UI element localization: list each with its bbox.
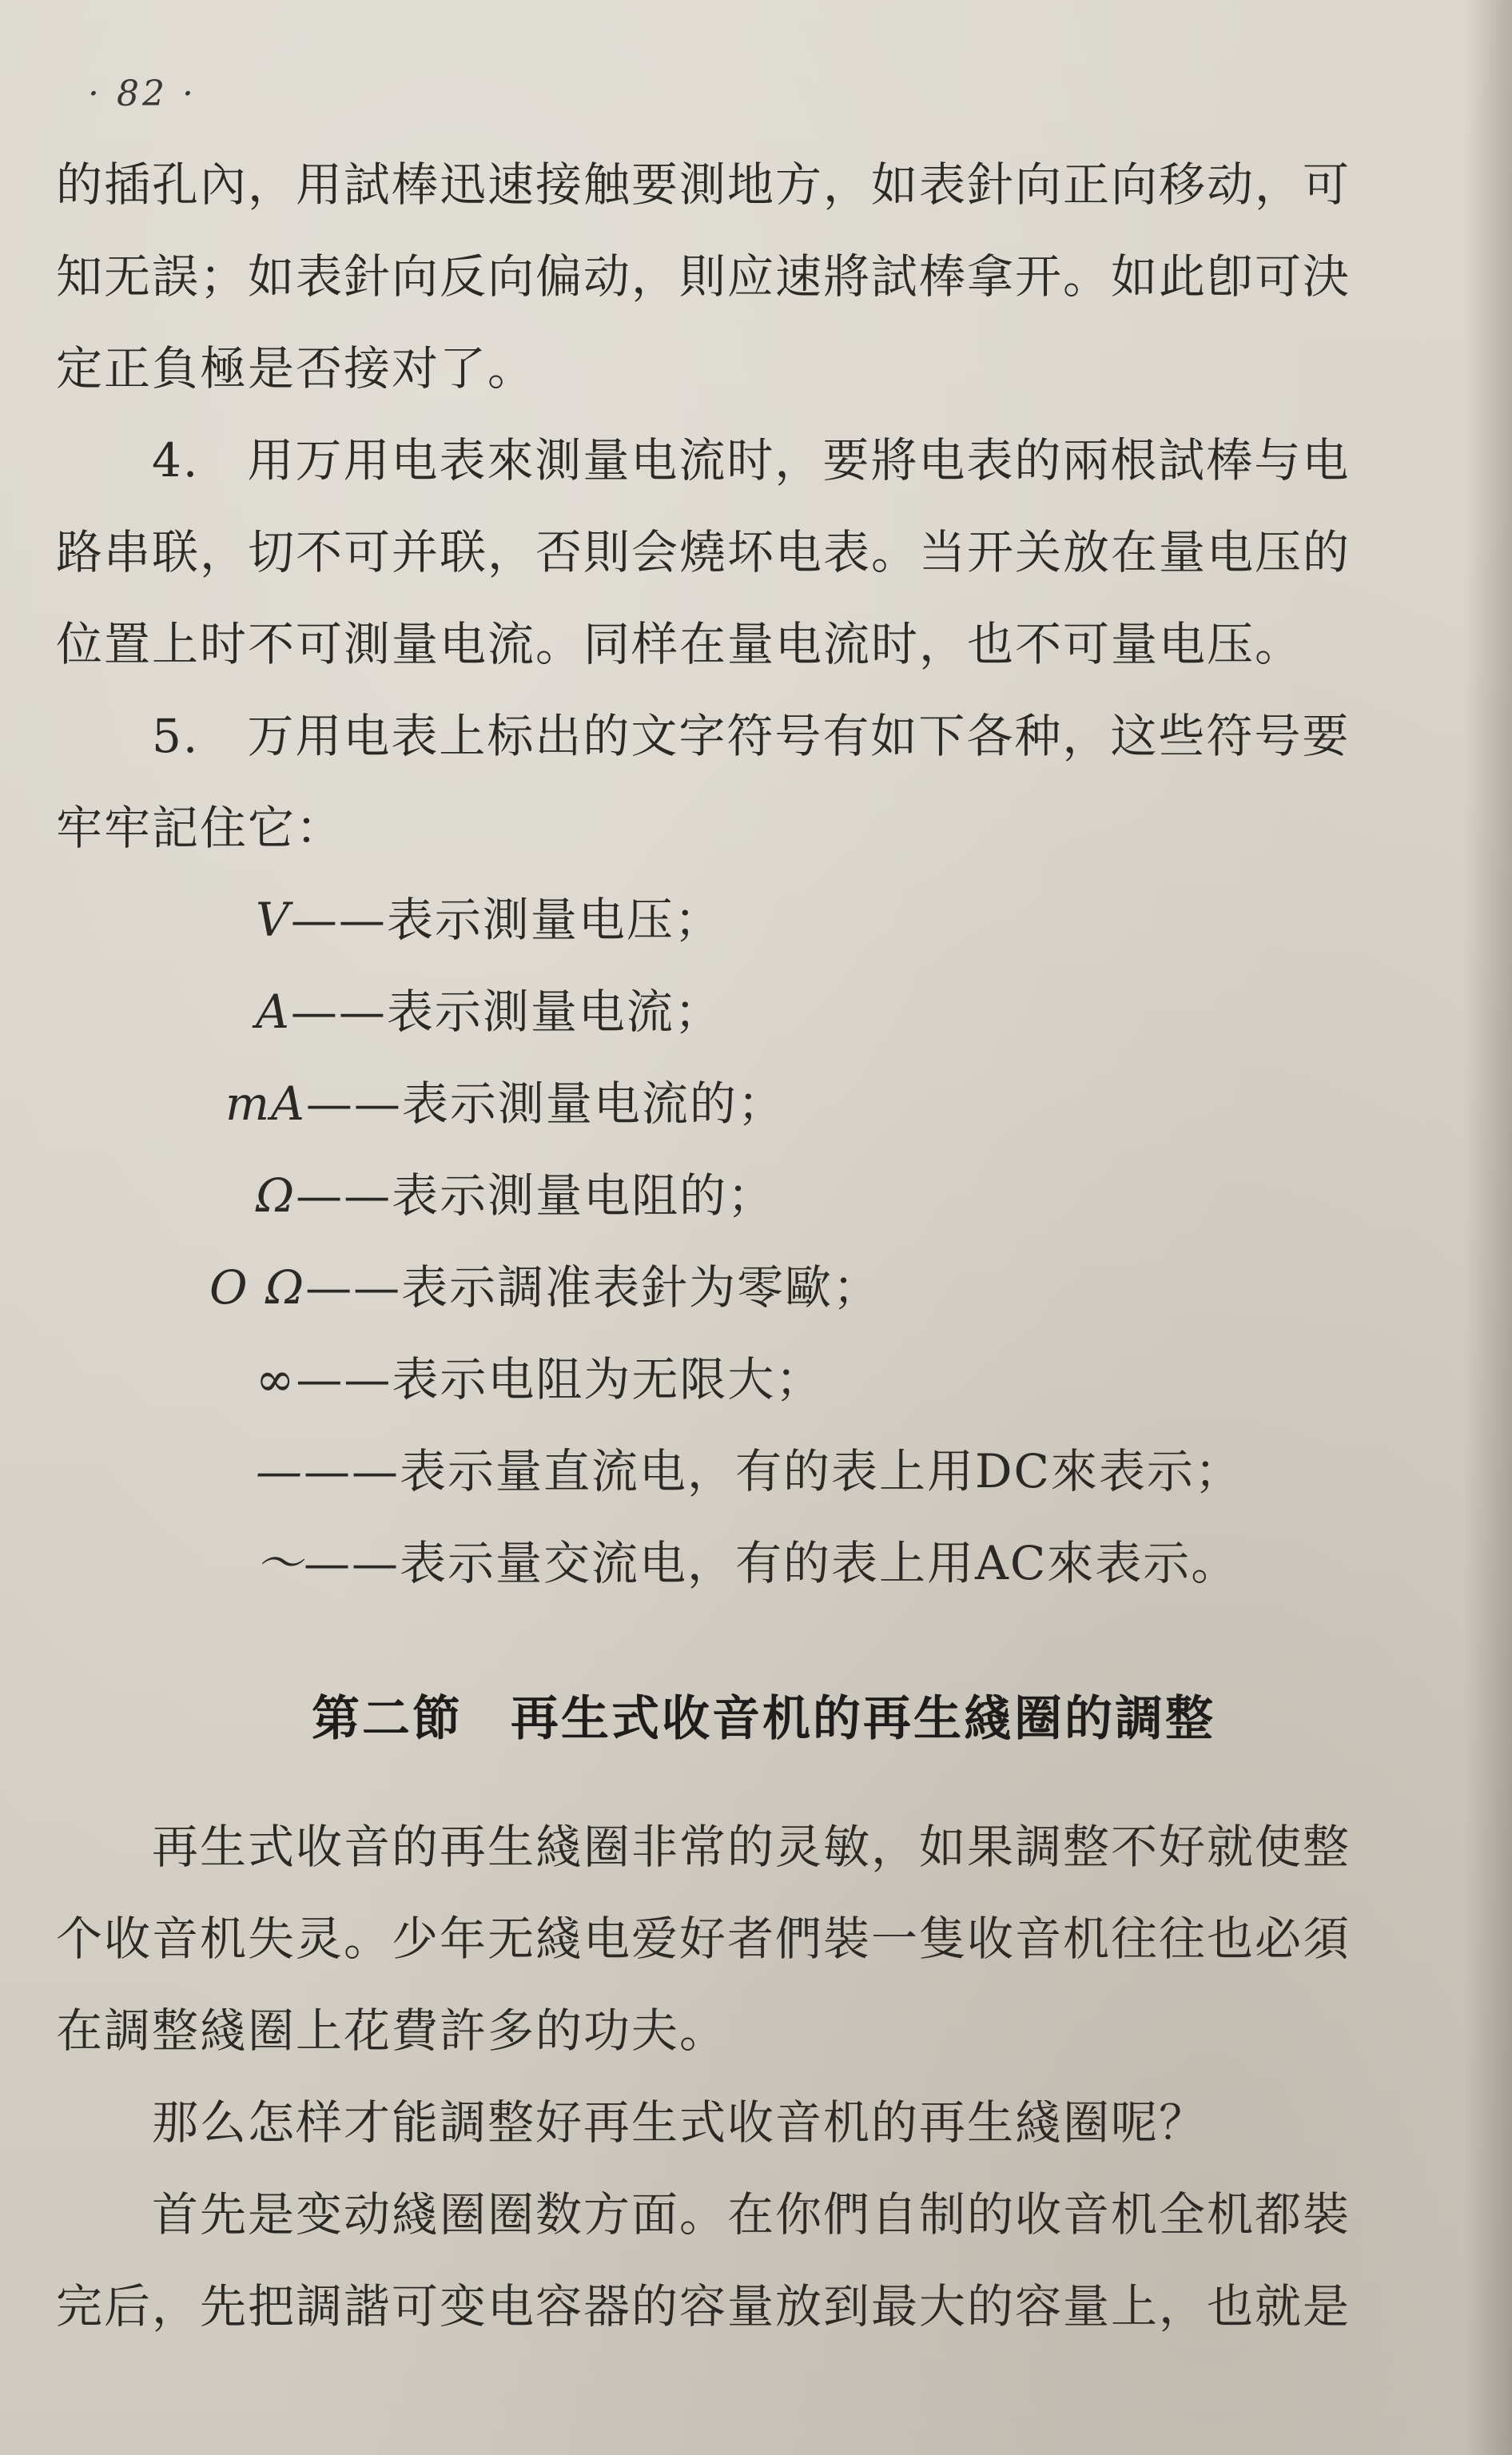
symbol-description: ——表示电阻为无限大； — [296, 1352, 824, 1407]
item-5-line: 5. 万用电表上标出的文字符号有如下各种，这些符号要 — [152, 709, 1351, 763]
symbol-description: ——表示測量电流的； — [305, 1076, 786, 1131]
page-number: · 82 · — [88, 74, 197, 114]
symbol: ∞ — [256, 1352, 296, 1407]
symbol: — — [256, 1444, 304, 1498]
body-line: 首先是变动綫圈圈数方面。在你們自制的收音机全机都裝 — [152, 2187, 1351, 2242]
symbol-entry-a — [256, 983, 722, 1040]
text-line: 定正負極是否接对了。 — [56, 341, 536, 396]
symbol-description: ——表示測量电压； — [290, 893, 722, 947]
symbol: O Ω — [209, 1260, 306, 1315]
symbol-entry-ac — [256, 1534, 1239, 1592]
symbol: Ω — [256, 1168, 296, 1223]
item-5-line: 牢牢記住它： — [56, 801, 344, 855]
page-edge-shadow — [1464, 0, 1512, 2455]
item-4-line: 位置上时不可測量电流。同样在量电流时，也不可量电压。 — [56, 617, 1303, 671]
symbol-description: ——表示測量电流； — [290, 985, 722, 1039]
body-line: 在調整綫圈上花費許多的功夫。 — [56, 2003, 728, 2058]
symbol-description: ——表示量直流电，有的表上用DC來表示； — [304, 1444, 1243, 1498]
symbol-description: ——表示測量电阻的； — [296, 1168, 776, 1223]
symbol-description: ——表示調准表針为零歐； — [305, 1260, 881, 1315]
body-line: 完后，先把調諧可变电容器的容量放到最大的容量上，也就是 — [56, 2279, 1351, 2334]
body-line: 那么怎样才能調整好再生式收音机的再生綫圈呢？ — [152, 2095, 1208, 2150]
section-title: 再生式收音机的再生綫圈的調整 — [511, 1691, 1216, 1747]
text-line: 知无誤；如表針向反向偏动，則应速將試棒拿开。如此卽可決 — [56, 249, 1351, 304]
symbol: V — [256, 893, 291, 947]
body-line: 个收音机失灵。少年无綫电爱好者們裝一隻收音机往往也必須 — [56, 1912, 1351, 1966]
symbol: A — [256, 985, 291, 1039]
item-4-line: 4. 用万用电表來測量电流时，要將电表的兩根試棒与电 — [152, 433, 1351, 487]
symbol: ～ — [256, 1536, 304, 1590]
symbol-description: ——表示量交流电，有的表上用AC來表示。 — [304, 1536, 1239, 1590]
symbol-entry-dc — [256, 1442, 1243, 1500]
item-4-line: 路串联，切不可并联，否則会燒坏电表。当开关放在量电压的 — [56, 525, 1351, 579]
body-line: 再生式收音的再生綫圈非常的灵敏，如果調整不好就使整 — [152, 1820, 1351, 1874]
section-heading — [312, 1690, 1216, 1748]
symbol-entry-v — [256, 891, 722, 949]
symbol: mA — [225, 1076, 306, 1131]
symbol-entry-infinity — [256, 1351, 823, 1408]
symbol-entry-ohm — [256, 1167, 775, 1224]
symbol-entry-zero-ohm — [209, 1259, 881, 1316]
text-line: 的插孔內，用試棒迅速接触要測地方，如表針向正向移动，可 — [56, 157, 1351, 212]
section-number: 第二節 — [312, 1691, 463, 1747]
symbol-entry-ma — [225, 1075, 786, 1132]
